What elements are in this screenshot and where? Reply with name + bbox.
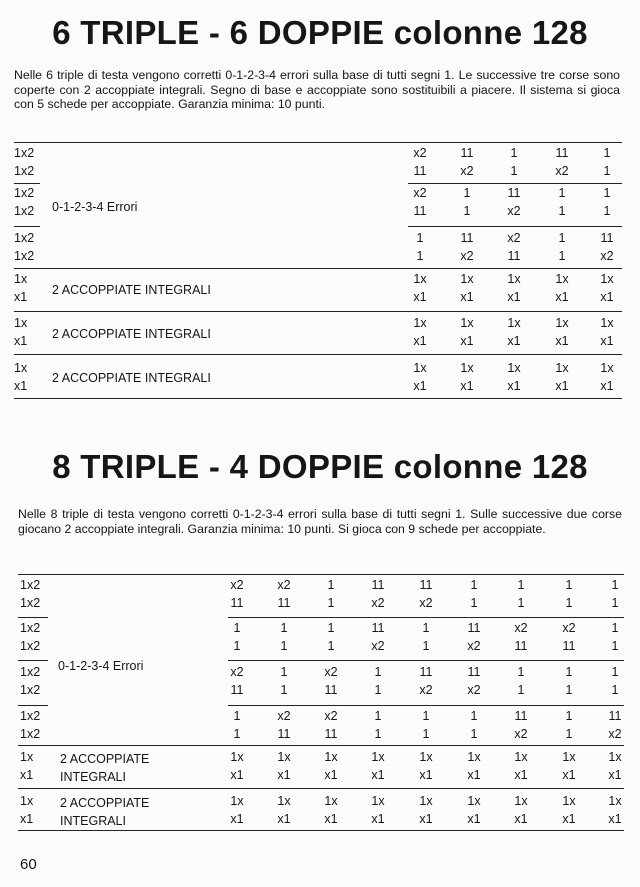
sign-cell: 1 bbox=[470, 596, 478, 610]
row-label: 1x bbox=[20, 750, 34, 764]
sign-cell: x2 bbox=[467, 639, 481, 653]
sign-cell: 1 bbox=[280, 621, 288, 635]
sign-cell: 1x bbox=[230, 750, 244, 764]
table-rule bbox=[14, 142, 622, 143]
row-label: x1 bbox=[20, 812, 34, 826]
sign-cell: x1 bbox=[413, 290, 427, 304]
sign-cell: x1 bbox=[460, 379, 474, 393]
sign-cell: 1 bbox=[565, 665, 573, 679]
section1-title: 6 TRIPLE - 6 DOPPIE colonne 128 bbox=[52, 14, 588, 51]
sign-cell: x1 bbox=[371, 812, 385, 826]
sign-cell: 11 bbox=[277, 727, 291, 741]
sign-cell: 1 bbox=[422, 727, 430, 741]
table-rule bbox=[14, 183, 40, 184]
row-label: 1x bbox=[20, 794, 34, 808]
sign-cell: 1x bbox=[562, 794, 576, 808]
sign-cell: x1 bbox=[413, 334, 427, 348]
sign-cell: 1x bbox=[555, 272, 569, 286]
sign-cell: 1x bbox=[413, 316, 427, 330]
table-rule bbox=[18, 830, 624, 831]
sign-cell: 1 bbox=[558, 204, 566, 218]
sign-cell: 1 bbox=[517, 596, 525, 610]
sign-cell: x1 bbox=[467, 812, 481, 826]
table-rule bbox=[228, 660, 624, 661]
sign-cell: 1 bbox=[517, 683, 525, 697]
sign-cell: x1 bbox=[371, 768, 385, 782]
accoppiate-label: 2 ACCOPPIATE bbox=[60, 796, 150, 810]
table-rule bbox=[18, 660, 48, 661]
sign-cell: 1 bbox=[517, 578, 525, 592]
sign-cell: 1x bbox=[600, 361, 614, 375]
sign-cell: 1 bbox=[565, 578, 573, 592]
sign-cell: 11 bbox=[419, 665, 433, 679]
sign-cell: 1 bbox=[558, 231, 566, 245]
sign-cell: x2 bbox=[371, 596, 385, 610]
sign-cell: x1 bbox=[324, 812, 338, 826]
row-label: 1x2 bbox=[20, 596, 41, 610]
row-label: 1x2 bbox=[20, 727, 41, 741]
row-label: x1 bbox=[14, 290, 28, 304]
sign-cell: x1 bbox=[277, 768, 291, 782]
sign-cell: 11 bbox=[230, 683, 244, 697]
sign-cell: 11 bbox=[460, 146, 474, 160]
sign-cell: x1 bbox=[230, 812, 244, 826]
row-label: x1 bbox=[14, 379, 28, 393]
sign-cell: 1x bbox=[277, 750, 291, 764]
sign-cell: 1 bbox=[510, 146, 518, 160]
row-label: 1x2 bbox=[20, 683, 41, 697]
sign-cell: 1 bbox=[470, 727, 478, 741]
sign-cell: x2 bbox=[608, 727, 622, 741]
table-rule bbox=[14, 268, 622, 269]
sign-cell: 1 bbox=[611, 596, 619, 610]
sign-cell: 11 bbox=[230, 596, 244, 610]
accoppiate-label: 2 ACCOPPIATE bbox=[60, 752, 150, 766]
sign-cell: x2 bbox=[507, 204, 521, 218]
accoppiate-label: INTEGRALI bbox=[60, 770, 126, 784]
sign-cell: x1 bbox=[460, 334, 474, 348]
row-label: 1x2 bbox=[20, 639, 41, 653]
sign-cell: 1x bbox=[555, 316, 569, 330]
sign-cell: 1x bbox=[324, 750, 338, 764]
sign-cell: x1 bbox=[562, 812, 576, 826]
sign-cell: 1x bbox=[277, 794, 291, 808]
sign-cell: 1 bbox=[517, 665, 525, 679]
sign-cell: 1 bbox=[374, 683, 382, 697]
sign-cell: x2 bbox=[514, 621, 528, 635]
sign-cell: 1x bbox=[419, 794, 433, 808]
sign-cell: 11 bbox=[514, 639, 528, 653]
table-rule bbox=[408, 226, 622, 227]
sign-cell: 1x bbox=[460, 361, 474, 375]
sign-cell: 1 bbox=[327, 596, 335, 610]
sign-cell: x2 bbox=[324, 665, 338, 679]
sign-cell: 11 bbox=[324, 683, 338, 697]
table-rule bbox=[14, 311, 622, 312]
sign-cell: x1 bbox=[555, 290, 569, 304]
sign-cell: x1 bbox=[514, 768, 528, 782]
sign-cell: 1 bbox=[558, 249, 566, 263]
sign-cell: x1 bbox=[600, 290, 614, 304]
sign-cell: 1x bbox=[371, 750, 385, 764]
sign-cell: 1 bbox=[611, 578, 619, 592]
sign-cell: 11 bbox=[514, 709, 528, 723]
row-label: 1x bbox=[14, 316, 28, 330]
sign-cell: x1 bbox=[507, 334, 521, 348]
sign-cell: x1 bbox=[507, 290, 521, 304]
sign-cell: x1 bbox=[555, 334, 569, 348]
sign-cell: 1x bbox=[562, 750, 576, 764]
sign-cell: x2 bbox=[277, 709, 291, 723]
sign-cell: 1 bbox=[327, 639, 335, 653]
sign-cell: 1x bbox=[460, 272, 474, 286]
sign-cell: x1 bbox=[507, 379, 521, 393]
table-rule bbox=[14, 226, 40, 227]
sign-cell: 1 bbox=[233, 639, 241, 653]
sign-cell: x2 bbox=[460, 249, 474, 263]
sign-cell: 1 bbox=[565, 727, 573, 741]
page-number: 60 bbox=[20, 856, 37, 873]
sign-cell: 1 bbox=[611, 621, 619, 635]
sign-cell: x1 bbox=[600, 334, 614, 348]
sign-cell: 1 bbox=[611, 683, 619, 697]
sign-cell: 1 bbox=[233, 709, 241, 723]
sign-cell: 1 bbox=[374, 709, 382, 723]
sign-cell: x1 bbox=[562, 768, 576, 782]
errors-label: 0-1-2-3-4 Errori bbox=[52, 200, 138, 214]
sign-cell: 1 bbox=[233, 621, 241, 635]
table-rule bbox=[18, 745, 624, 746]
sign-cell: 1x bbox=[413, 361, 427, 375]
sign-cell: x2 bbox=[371, 639, 385, 653]
row-label: 1x bbox=[14, 272, 28, 286]
sign-cell: 1 bbox=[280, 683, 288, 697]
sign-cell: x1 bbox=[555, 379, 569, 393]
sign-cell: x2 bbox=[277, 578, 291, 592]
sign-cell: 1x bbox=[507, 272, 521, 286]
sign-cell: 1x bbox=[608, 750, 622, 764]
sign-cell: 11 bbox=[507, 186, 521, 200]
sign-cell: 1 bbox=[422, 621, 430, 635]
row-label: 1x bbox=[14, 361, 28, 375]
sign-cell: 1 bbox=[463, 186, 471, 200]
sign-cell: 11 bbox=[413, 204, 427, 218]
row-label: 1x2 bbox=[14, 204, 35, 218]
sign-cell: 1 bbox=[470, 578, 478, 592]
sign-cell: 11 bbox=[600, 231, 614, 245]
row-label: 1x2 bbox=[20, 621, 41, 635]
sign-cell: 1x bbox=[555, 361, 569, 375]
table-rule bbox=[228, 705, 624, 706]
sign-cell: 1x bbox=[324, 794, 338, 808]
row-label: 1x2 bbox=[14, 249, 35, 263]
sign-cell: x2 bbox=[324, 709, 338, 723]
sign-cell: x2 bbox=[413, 186, 427, 200]
row-label: 1x2 bbox=[14, 186, 35, 200]
sign-cell: 11 bbox=[324, 727, 338, 741]
sign-cell: x2 bbox=[562, 621, 576, 635]
row-label: 1x2 bbox=[20, 709, 41, 723]
errors-label: 0-1-2-3-4 Errori bbox=[58, 659, 144, 673]
sign-cell: 1 bbox=[558, 186, 566, 200]
accoppiate-label: INTEGRALI bbox=[60, 814, 126, 828]
sign-cell: 1 bbox=[374, 727, 382, 741]
sign-cell: 1x bbox=[460, 316, 474, 330]
sign-cell: 11 bbox=[371, 578, 385, 592]
sign-cell: x2 bbox=[514, 727, 528, 741]
table-rule bbox=[228, 617, 624, 618]
sign-cell: 1x bbox=[507, 316, 521, 330]
table-rule bbox=[18, 574, 624, 575]
table-rule bbox=[408, 183, 622, 184]
section2-intro: Nelle 8 triple di testa vengono corretti 0-1-2-3-4 errori sulla base di tutti segni 1. Sulle successive due corse giocano 2 accoppiate integrali. Garanzia minima: 10 punti. Si gioca con 9 schede per accoppiate. bbox=[18, 507, 622, 536]
sign-cell: x1 bbox=[419, 768, 433, 782]
sign-cell: 11 bbox=[562, 639, 576, 653]
sign-cell: 11 bbox=[371, 621, 385, 635]
sign-cell: 1 bbox=[603, 164, 611, 178]
table-rule bbox=[18, 788, 624, 789]
sign-cell: 1 bbox=[603, 146, 611, 160]
sign-cell: x1 bbox=[600, 379, 614, 393]
sign-cell: 1x bbox=[600, 316, 614, 330]
sign-cell: 1x bbox=[507, 361, 521, 375]
sign-cell: 1x bbox=[514, 794, 528, 808]
sign-cell: 1 bbox=[603, 186, 611, 200]
sign-cell: 11 bbox=[507, 249, 521, 263]
sign-cell: x2 bbox=[230, 665, 244, 679]
sign-cell: x2 bbox=[555, 164, 569, 178]
table-rule bbox=[18, 705, 48, 706]
sign-cell: 1 bbox=[565, 683, 573, 697]
sign-cell: x2 bbox=[230, 578, 244, 592]
sign-cell: 11 bbox=[608, 709, 622, 723]
sign-cell: 1 bbox=[565, 596, 573, 610]
sign-cell: 1x bbox=[514, 750, 528, 764]
sign-cell: x2 bbox=[419, 596, 433, 610]
sign-cell: x1 bbox=[460, 290, 474, 304]
section1-intro: Nelle 6 triple di testa vengono corretti 0-1-2-3-4 errori sulla base di tutti segni 1. Le successive tre corse sono coperte con 2 accoppiate integrali. Segno di base e accoppiate sono sostituibili a piacere. Il sistema si gioca con 5 schede per accoppiate. Garanzia minima: 10 punti. bbox=[14, 68, 620, 112]
sign-cell: 1x bbox=[230, 794, 244, 808]
sign-cell: x2 bbox=[413, 146, 427, 160]
row-label: 1x2 bbox=[14, 231, 35, 245]
sign-cell: 1 bbox=[611, 665, 619, 679]
sign-cell: x1 bbox=[608, 812, 622, 826]
sign-cell: x1 bbox=[514, 812, 528, 826]
sign-cell: 1 bbox=[463, 204, 471, 218]
sign-cell: 1 bbox=[280, 665, 288, 679]
sign-cell: x2 bbox=[460, 164, 474, 178]
row-label: 1x2 bbox=[20, 665, 41, 679]
sign-cell: 1x bbox=[419, 750, 433, 764]
sign-cell: 1x bbox=[371, 794, 385, 808]
sign-cell: 1 bbox=[565, 709, 573, 723]
sign-cell: 1x bbox=[608, 794, 622, 808]
sign-cell: 1 bbox=[470, 709, 478, 723]
sign-cell: x1 bbox=[419, 812, 433, 826]
sign-cell: 1 bbox=[510, 164, 518, 178]
sign-cell: 1 bbox=[374, 665, 382, 679]
sign-cell: 11 bbox=[413, 164, 427, 178]
sign-cell: x2 bbox=[600, 249, 614, 263]
sign-cell: 1 bbox=[233, 727, 241, 741]
sign-cell: x2 bbox=[467, 683, 481, 697]
sign-cell: 1 bbox=[416, 231, 424, 245]
sign-cell: x2 bbox=[419, 683, 433, 697]
sign-cell: x1 bbox=[467, 768, 481, 782]
table-rule bbox=[14, 354, 622, 355]
sign-cell: x2 bbox=[507, 231, 521, 245]
sign-cell: 1 bbox=[416, 249, 424, 263]
sign-cell: 1 bbox=[603, 204, 611, 218]
sign-cell: x1 bbox=[324, 768, 338, 782]
sign-cell: 1 bbox=[327, 621, 335, 635]
sign-cell: 11 bbox=[467, 665, 481, 679]
accoppiate-label: 2 ACCOPPIATE INTEGRALI bbox=[52, 327, 211, 341]
sign-cell: 1x bbox=[413, 272, 427, 286]
row-label: 1x2 bbox=[20, 578, 41, 592]
sign-cell: 11 bbox=[460, 231, 474, 245]
sign-cell: x1 bbox=[413, 379, 427, 393]
accoppiate-label: 2 ACCOPPIATE INTEGRALI bbox=[52, 371, 211, 385]
sign-cell: x1 bbox=[608, 768, 622, 782]
sign-cell: 11 bbox=[467, 621, 481, 635]
table-rule bbox=[18, 617, 48, 618]
row-label: 1x2 bbox=[14, 146, 35, 160]
section2-title: 8 TRIPLE - 4 DOPPIE colonne 128 bbox=[52, 448, 588, 485]
table-rule bbox=[14, 398, 622, 399]
row-label: x1 bbox=[14, 334, 28, 348]
sign-cell: 1 bbox=[611, 639, 619, 653]
sign-cell: 1x bbox=[600, 272, 614, 286]
sign-cell: 1 bbox=[280, 639, 288, 653]
sign-cell: 11 bbox=[277, 596, 291, 610]
sign-cell: 1 bbox=[422, 639, 430, 653]
sign-cell: x1 bbox=[277, 812, 291, 826]
sign-cell: 11 bbox=[419, 578, 433, 592]
row-label: 1x2 bbox=[14, 164, 35, 178]
sign-cell: 1 bbox=[422, 709, 430, 723]
sign-cell: 1 bbox=[327, 578, 335, 592]
sign-cell: 11 bbox=[555, 146, 569, 160]
row-label: x1 bbox=[20, 768, 34, 782]
accoppiate-label: 2 ACCOPPIATE INTEGRALI bbox=[52, 283, 211, 297]
sign-cell: x1 bbox=[230, 768, 244, 782]
sign-cell: 1x bbox=[467, 794, 481, 808]
sign-cell: 1x bbox=[467, 750, 481, 764]
